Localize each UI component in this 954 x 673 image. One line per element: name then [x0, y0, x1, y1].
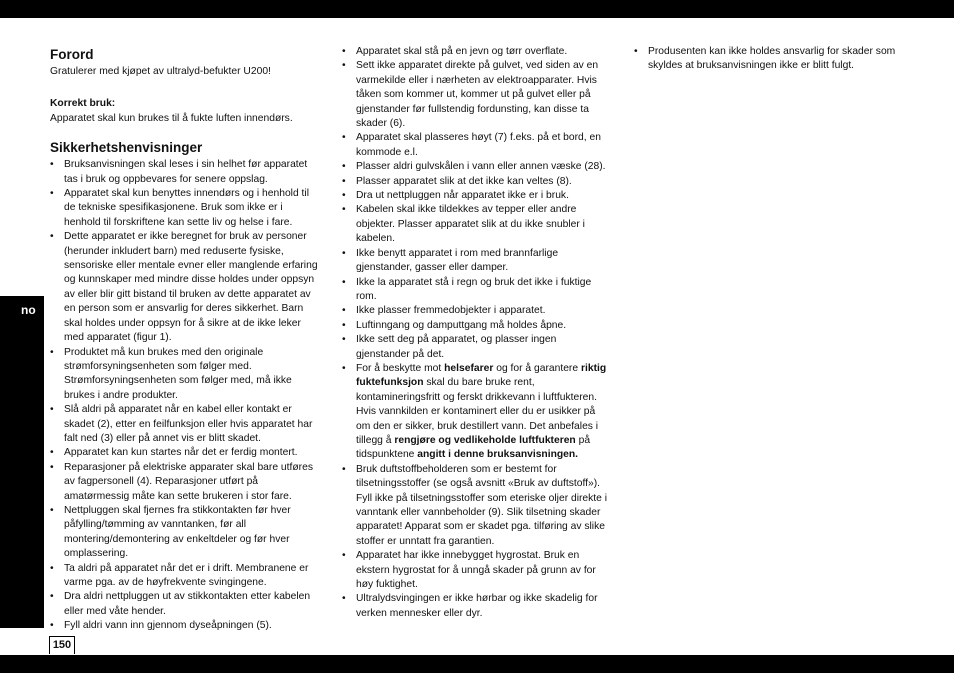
text-run: skal du bare bruke rent, kontamineringsfritt og ferskt drikkevann i luftfukteren. Hvis vannkilden er kontaminert eller du er usikker på om den er sikker, bruk destillert vann. Det anbefales i tillegg å — [356, 377, 599, 446]
text-run: og for å garantere — [493, 362, 581, 374]
list-item: • Ta aldri på apparatet når det er i drift. Membranene er varme pga. av de høyfrekvente svingingene. — [50, 562, 320, 591]
language-label: no — [21, 303, 36, 317]
list-item: • Plasser aldri gulvskålen i vann eller annen væske (28). — [342, 160, 612, 174]
list-item: • Bruk duftstoffbeholderen som er bestemt for tilsetningsstoffer (se også avsnitt «Bruk av duftstoff»). Fyll ikke på tilsetningsstoffer som eteriske oljer direkte i vanntank eller vannbeholder (9). Slik tilsetning skader apparatet! Apparat som er skadet pga. tilføring av slike stoffer er unntatt fra garantien. — [342, 463, 612, 549]
page-number: 150 — [49, 636, 75, 654]
foreword-heading: Forord — [50, 47, 94, 62]
list-item: • Apparatet kan kun startes når det er ferdig montert. — [50, 446, 320, 460]
list-item: • Ikke la apparatet stå i regn og bruk det ikke i fuktige rom. — [342, 276, 612, 305]
list-item: • Luftinngang og damputtgang må holdes åpne. — [342, 319, 612, 333]
safety-heading: Sikkerhetshenvisninger — [50, 140, 203, 156]
list-item: • Ultralydsvingingen er ikke hørbar og ikke skadelig for verken mennesker eller dyr. — [342, 592, 612, 621]
bold-run: angitt i denne bruksanvisningen. — [417, 449, 579, 461]
bold-run: riktig fuktefunksjon — [356, 362, 607, 389]
safety-list — [50, 158, 320, 633]
list-item: • Dette apparatet er ikke beregnet for bruk av personer (herunder inkludert barn) med reduserte fysiske, sensoriske eller mentale evner eller manglende erfaring og kunnskaper med mindre disse holdes under oppsyn av eller blir gitt bistand til bruken av dette apparatet av en person som er ansvarlig for deres sikkerhet. Barn skal holdes under oppsyn for å sikre at de ikke leker med apparatet (figur 1). — [50, 230, 320, 345]
list-item: • Ikke sett deg på apparatet, og plasser ingen gjenstander på det. — [342, 333, 612, 362]
list-item-water-quality — [342, 362, 612, 463]
safety-list-end — [634, 45, 904, 74]
list-item: • Plasser apparatet slik at det ikke kan veltes (8). — [342, 175, 612, 189]
list-item: • Fyll aldri vann inn gjennom dyseåpningen (5). — [50, 619, 320, 633]
list-item: • Apparatet skal plasseres høyt (7) f.eks. på et bord, en kommode e.l. — [342, 131, 612, 160]
list-item: • Apparatet har ikke innebygget hygrostat. Bruk en ekstern hygrostat for å unngå skader på grunn av for høy fuktighet. — [342, 549, 612, 592]
list-item: • Ikke benytt apparatet i rom med brannfarlige gjenstander, gasser eller damper. — [342, 247, 612, 276]
bottom-bar — [0, 655, 954, 673]
list-item: • Produsenten kan ikke holdes ansvarlig for skader som skyldes at bruksanvisningen ikke er blitt fulgt. — [634, 45, 904, 74]
bold-run: rengjøre og vedlikeholde luftfukteren — [394, 434, 576, 446]
list-item: • Sett ikke apparatet direkte på gulvet, ved siden av en varmekilde eller i nærheten av elektroapparater. Hvis tåken som kommer ut, kommer ut på gulvet eller på gjenstander før fullstendig fordunsting, kan disse ta skader (6). — [342, 59, 612, 131]
correct-use-text: Apparatet skal kun brukes til å fukte luften innendørs. — [50, 112, 293, 124]
safety-list-continued — [342, 45, 612, 621]
text-run: på tidspunktene — [356, 434, 591, 461]
column-1 — [50, 45, 320, 634]
language-tab — [0, 296, 44, 628]
top-bar — [0, 0, 954, 18]
column-3 — [634, 45, 904, 74]
list-item: • Nettpluggen skal fjernes fra stikkontakten før hver påfylling/tømming av vanntanken, før all montering/demontering av enkeltdeler og før hver omplassering. — [50, 504, 320, 562]
list-item: • Produktet må kun brukes med den originale strømforsyningsenheten som følger med. Strømforsyningsenheten som følger med, må ikke brukes i andre produkter. — [50, 346, 320, 404]
list-item: • Dra aldri nettpluggen ut av stikkontakten etter kabelen eller med våte hender. — [50, 590, 320, 619]
foreword-text: Gratulerer med kjøpet av ultralyd-befukter U200! — [50, 66, 271, 77]
list-item: • Dra ut nettpluggen når apparatet ikke er i bruk. — [342, 189, 612, 203]
text-run: For å beskytte mot — [356, 362, 445, 374]
correct-use-heading: Korrekt bruk: — [50, 98, 116, 110]
list-item: • Reparasjoner på elektriske apparater skal bare utføres av fagpersonell (4). Reparasjoner utført på amatørmessig måte kan sette brukeren i stor fare. — [50, 461, 320, 504]
bold-run: helsefarer — [444, 362, 494, 374]
list-item: • Slå aldri på apparatet når en kabel eller kontakt er skadet (2), etter en feilfunksjon eller hvis apparatet har falt ned (3) eller på annet vis er blitt skadet. — [50, 403, 320, 446]
list-item: • Apparatet skal kun benyttes innendørs og i henhold til de tekniske spesifikasjonene. Bruk som ikke er i henhold til forskriftene kan sette liv og helse i fare. — [50, 187, 320, 230]
list-item: • Ikke plasser fremmedobjekter i apparatet. — [342, 304, 612, 318]
list-item: • Kabelen skal ikke tildekkes av tepper eller andre objekter. Plasser apparatet slik at du ikke snubler i kabelen. — [342, 203, 612, 246]
list-item: • Apparatet skal stå på en jevn og tørr overflate. — [342, 45, 612, 59]
list-item: • Bruksanvisningen skal leses i sin helhet før apparatet tas i bruk og oppbevares for senere oppslag. — [50, 158, 320, 187]
column-2 — [342, 45, 612, 621]
